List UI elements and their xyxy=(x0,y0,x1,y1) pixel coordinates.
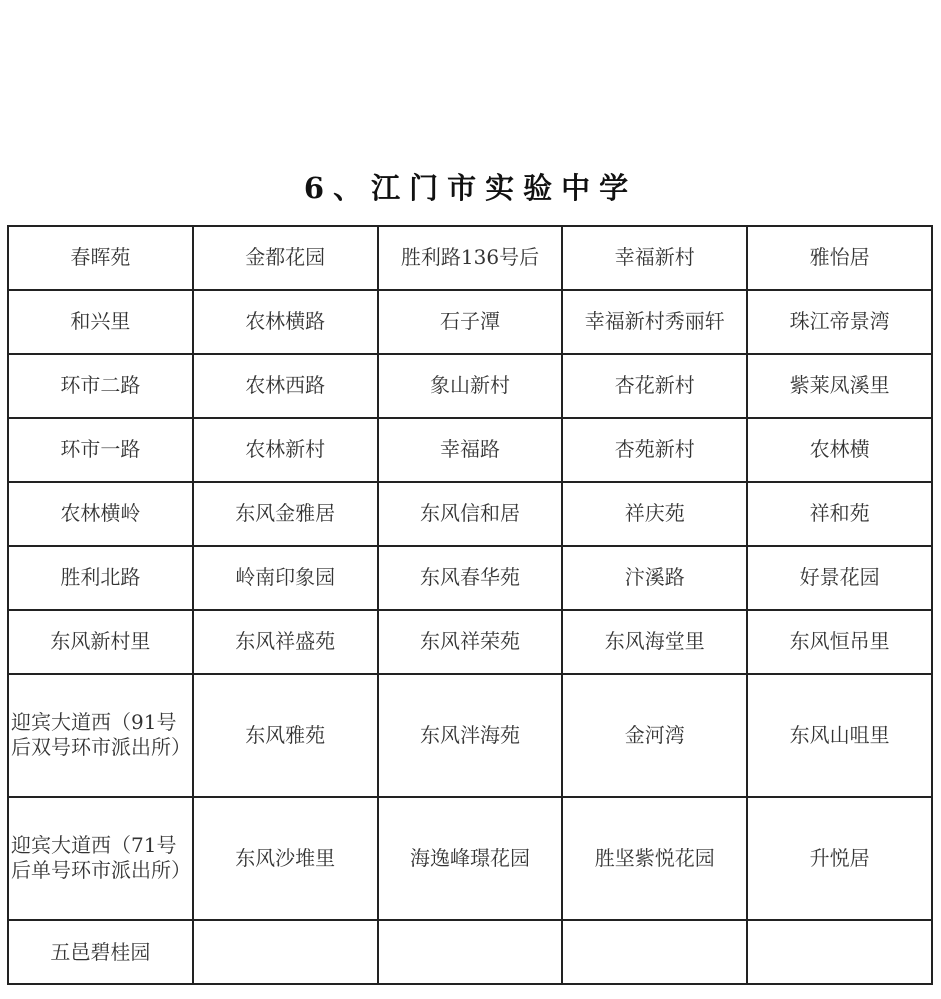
page-title: 6、江门市实验中学 xyxy=(303,171,638,205)
table-cell xyxy=(193,920,378,984)
table-cell: 好景花园 xyxy=(747,546,932,610)
table-cell: 农林横 xyxy=(747,418,932,482)
table-cell: 金都花园 xyxy=(193,226,378,290)
table-row xyxy=(8,610,932,674)
table-row xyxy=(8,482,932,546)
table-cell: 金河湾 xyxy=(562,674,747,797)
table-cell: 东风金雅居 xyxy=(193,482,378,546)
table-cell xyxy=(562,920,747,984)
table-cell: 春晖苑 xyxy=(8,226,193,290)
table-cell: 珠江帝景湾 xyxy=(747,290,932,354)
table-cell: 东风雅苑 xyxy=(193,674,378,797)
table-row xyxy=(8,418,932,482)
table-cell: 雅怡居 xyxy=(747,226,932,290)
table-cell: 东风恒吊里 xyxy=(747,610,932,674)
table-row xyxy=(8,226,932,290)
table-row xyxy=(8,797,932,920)
table-cell: 农林新村 xyxy=(193,418,378,482)
table-cell: 象山新村 xyxy=(378,354,563,418)
table-cell: 东风新村里 xyxy=(8,610,193,674)
table-cell: 农林西路 xyxy=(193,354,378,418)
table-cell: 东风山咀里 xyxy=(747,674,932,797)
table-cell: 升悦居 xyxy=(747,797,932,920)
table-cell: 东风海堂里 xyxy=(562,610,747,674)
table-cell: 胜坚紫悦花园 xyxy=(562,797,747,920)
table-cell: 幸福新村秀丽轩 xyxy=(562,290,747,354)
table-cell: 迎宾大道西（71号后单号环市派出所） xyxy=(8,797,193,920)
table-cell: 祥庆苑 xyxy=(562,482,747,546)
table-cell: 农林横路 xyxy=(193,290,378,354)
table-cell: 东风沙堆里 xyxy=(193,797,378,920)
table-cell: 岭南印象园 xyxy=(193,546,378,610)
table-cell: 东风祥荣苑 xyxy=(378,610,563,674)
table-cell xyxy=(747,920,932,984)
table-row xyxy=(8,674,932,797)
table-cell: 幸福新村 xyxy=(562,226,747,290)
address-table xyxy=(7,225,933,985)
table-cell: 和兴里 xyxy=(8,290,193,354)
table-row xyxy=(8,290,932,354)
table-row xyxy=(8,354,932,418)
table-cell: 环市一路 xyxy=(8,418,193,482)
table-cell: 迎宾大道西（91号后双号环市派出所） xyxy=(8,674,193,797)
table-cell: 东风泮海苑 xyxy=(378,674,563,797)
table-cell: 胜利路136号后 xyxy=(378,226,563,290)
table-cell: 东风祥盛苑 xyxy=(193,610,378,674)
table-cell: 杏花新村 xyxy=(562,354,747,418)
table-cell: 五邑碧桂园 xyxy=(8,920,193,984)
table-cell: 海逸峰璟花园 xyxy=(378,797,563,920)
table-cell: 东风春华苑 xyxy=(378,546,563,610)
table-cell: 农林横岭 xyxy=(8,482,193,546)
table-cell: 幸福路 xyxy=(378,418,563,482)
table-cell: 祥和苑 xyxy=(747,482,932,546)
table-cell: 石子潭 xyxy=(378,290,563,354)
table-cell: 杏苑新村 xyxy=(562,418,747,482)
table-cell: 紫莱凤溪里 xyxy=(747,354,932,418)
table-cell xyxy=(378,920,563,984)
table-cell: 东风信和居 xyxy=(378,482,563,546)
table-cell: 环市二路 xyxy=(8,354,193,418)
table-row xyxy=(8,546,932,610)
table-cell: 汴溪路 xyxy=(562,546,747,610)
table-row xyxy=(8,920,932,984)
table-cell: 胜利北路 xyxy=(8,546,193,610)
